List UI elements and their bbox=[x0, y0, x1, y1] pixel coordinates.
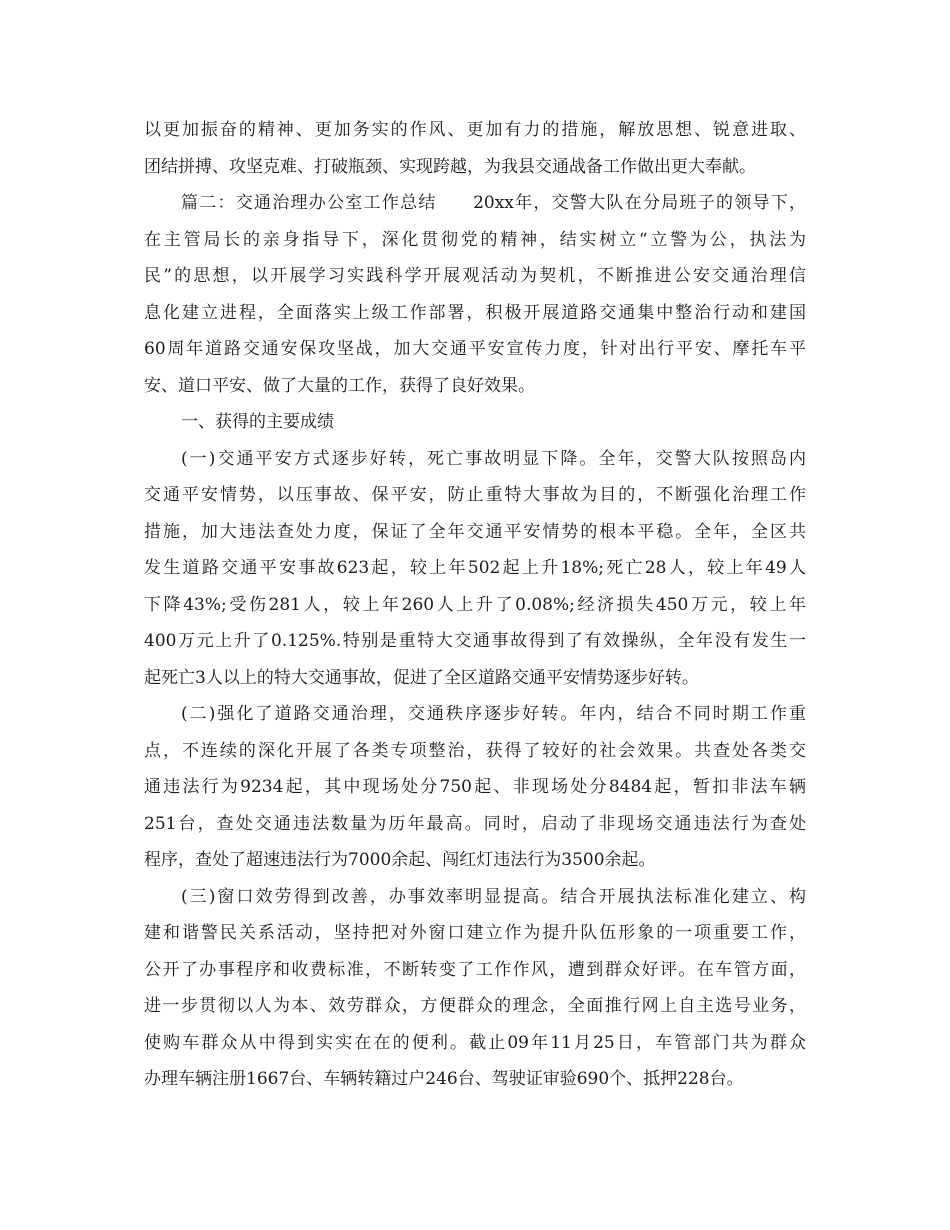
text-line: 息化建立进程，全面落实上级工作部署，积极开展道路交通集中整治行动和建国 bbox=[144, 302, 806, 323]
text-line: 使购车群众从中得到实实在在的便利。截止09年11月25日，车管部门共为群众 bbox=[144, 1032, 806, 1053]
text-line: 办理车辆注册1667台、车辆转籍过户246台、驾驶证审验690个、抵押228台。 bbox=[144, 1069, 744, 1089]
text-line: 公开了办事程序和收费标准，不断转变了工作作风，遭到群众好评。在车管方面， bbox=[144, 959, 806, 980]
text-line: (一)交通平安方式逐步好转，死亡事故明显下降。全年，交警大队按照岛内 bbox=[181, 448, 806, 469]
text-line: 400万元上升了0.125%.特别是重特大交通事故得到了有效操纵，全年没有发生一 bbox=[144, 631, 806, 651]
text-line: 篇二：交通治理办公室工作总结 20xx年，交警大队在分局班子的领导下， bbox=[181, 193, 806, 213]
text-line: 进一步贯彻以人为本、效劳群众，方便群众的理念，全面推行网上自主选号业务， bbox=[144, 996, 806, 1016]
text-line: (二)强化了道路交通治理，交通秩序逐步好转。年内，结合不同时期工作重 bbox=[181, 704, 806, 724]
text-line: 安、道口平安、做了大量的工作，获得了良好效果。 bbox=[144, 375, 535, 396]
text-line: 起死亡3人以上的特大交通事故，促进了全区道路交通平安情势逐步好转。 bbox=[144, 667, 699, 688]
text-line: 程序，查处了超速违法行为7000余起、闯红灯违法行为3500余起。 bbox=[144, 850, 656, 870]
text-line: 点，不连续的深化开展了各类专项整治，获得了较好的社会效果。共查处各类交 bbox=[144, 740, 806, 761]
text-line: 在主管局长的亲身指导下，深化贯彻党的精神，结实树立“立警为公，执法为 bbox=[144, 229, 806, 250]
text-line: 下降43%;受伤281人，较上年260人上升了0.08%;经济损失450万元，较上年 bbox=[144, 594, 806, 615]
text-line: 措施，加大违法查处力度，保证了全年交通平安情势的根本平稳。全年，全区共 bbox=[144, 521, 806, 542]
text-line: 交通平安情势，以压事故、保平安，防止重特大事故为目的，不断强化治理工作 bbox=[144, 485, 806, 505]
text-line: 60周年道路交通安保攻坚战，加大交通平安宣传力度，针对出行平安、摩托车平 bbox=[144, 339, 806, 359]
text-line: 民”的思想，以开展学习实践科学开展观活动为契机，不断推进公安交通治理信 bbox=[144, 266, 806, 286]
document-body bbox=[144, 112, 806, 1098]
text-line: 团结拼搏、攻坚克难、打破瓶颈、实现跨越，为我县交通战备工作做出更大奉献。 bbox=[144, 156, 756, 177]
text-line: 通违法行为9234起，其中现场处分750起、非现场处分8484起，暂扣非法车辆 bbox=[144, 777, 806, 797]
text-line: (三)窗口效劳得到改善，办事效率明显提高。结合开展执法标准化建立、构 bbox=[181, 886, 806, 907]
text-line: 建和谐警民关系活动，坚持把对外窗口建立作为提升队伍形象的一项重要工作， bbox=[144, 923, 806, 943]
text-line: 251台，查处交通违法数量为历年最高。同时，启动了非现场交通违法行为查处 bbox=[144, 813, 806, 834]
text-line: 一、获得的主要成绩 bbox=[181, 412, 334, 432]
text-line: 发生道路交通平安事故623起，较上年502起上升18%;死亡28人，较上年49人 bbox=[144, 558, 806, 578]
text-line: 以更加振奋的精神、更加务实的作风、更加有力的措施，解放思想、锐意进取、 bbox=[144, 120, 806, 140]
